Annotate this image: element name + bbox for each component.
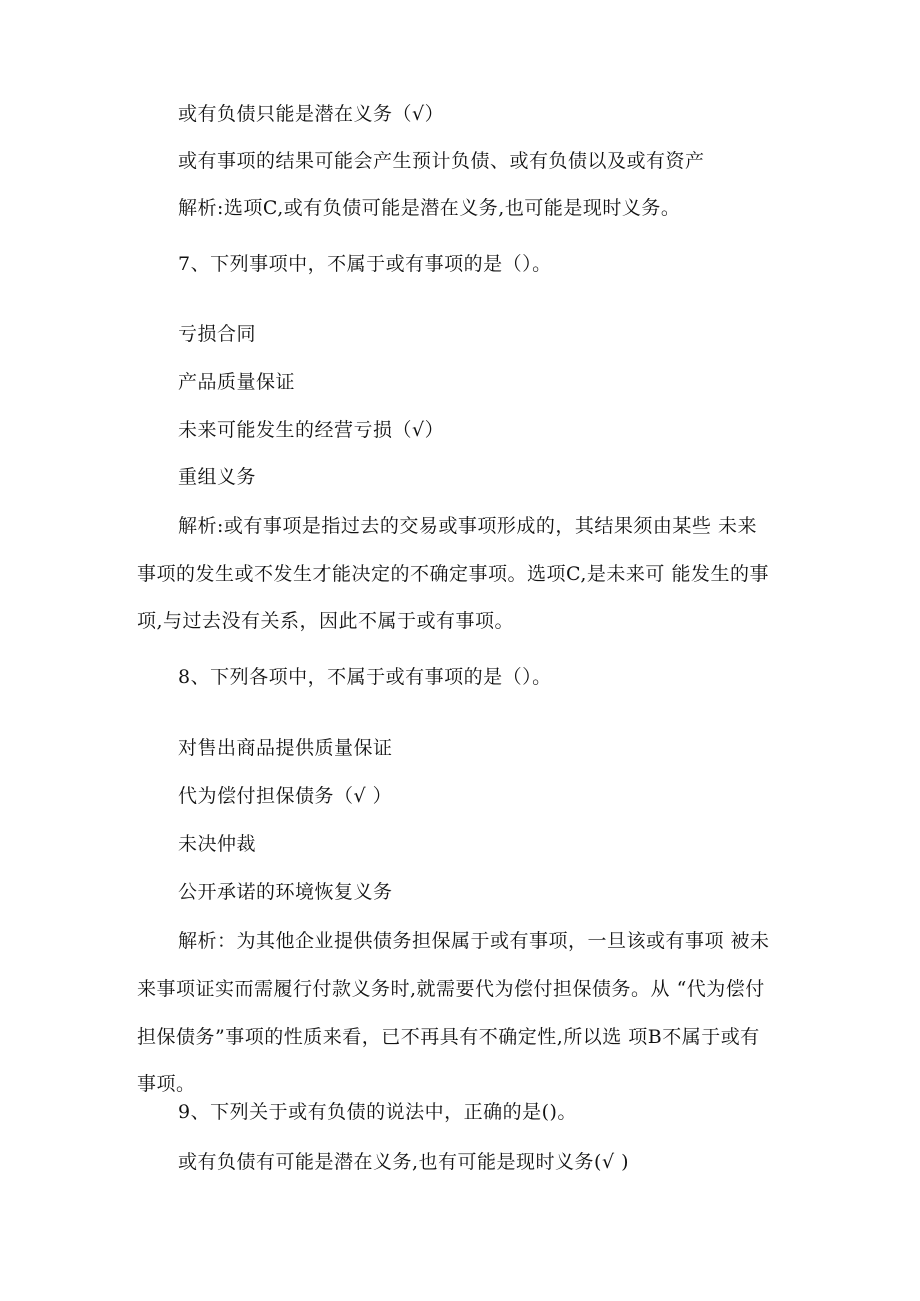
- question-7: 7、下列事项中，不属于或有事项的是（）。: [178, 253, 552, 275]
- explanation-line: 项,与过去没有关系，因此不属于或有事项。: [137, 610, 515, 632]
- option-line: 公开承诺的环境恢复义务: [178, 881, 393, 903]
- explanation-line: 来事项证实而需履行付款义务时,就需要代为偿付担保债务。从 “代为偿付: [137, 978, 765, 1000]
- explanation-line: 解析:选项C,或有负债可能是潜在义务,也可能是现时义务。: [178, 197, 681, 219]
- option-line: 亏损合同: [178, 323, 257, 345]
- explanation-line: 解析：为其他企业提供债务担保属于或有事项，一旦该或有事项 被未: [178, 930, 770, 952]
- question-8: 8、下列各项中，不属于或有事项的是（）。: [178, 666, 552, 688]
- option-line: 或有事项的结果可能会产生预计负债、或有负债以及或有资产: [178, 150, 705, 172]
- explanation-line: 担保债务”事项的性质来看，已不再具有不确定性,所以选 项B不属于或有: [137, 1026, 760, 1048]
- option-line: 未决仲裁: [178, 833, 257, 855]
- option-line: 重组义务: [178, 466, 257, 488]
- option-line: 代为偿付担保债务（√ ）: [178, 785, 393, 807]
- option-line: 或有负债只能是潜在义务（√）: [178, 103, 445, 125]
- explanation-line: 事项的发生或不发生才能决定的不确定事项。选项C,是未来可 能发生的事: [137, 563, 769, 585]
- explanation-line: 事项。: [137, 1073, 196, 1095]
- explanation-line: 解析:或有事项是指过去的交易或事项形成的，其结果须由某些 未来: [178, 515, 757, 537]
- option-line: 或有负债有可能是潜在义务,也有可能是现时义务(√ ): [178, 1151, 630, 1173]
- option-line: 产品质量保证: [178, 371, 296, 393]
- option-line: 对售出商品提供质量保证: [178, 737, 393, 759]
- question-9: 9、下列关于或有负债的说法中，正确的是()。: [178, 1101, 577, 1123]
- option-line: 未来可能发生的经营亏损（√）: [178, 419, 445, 441]
